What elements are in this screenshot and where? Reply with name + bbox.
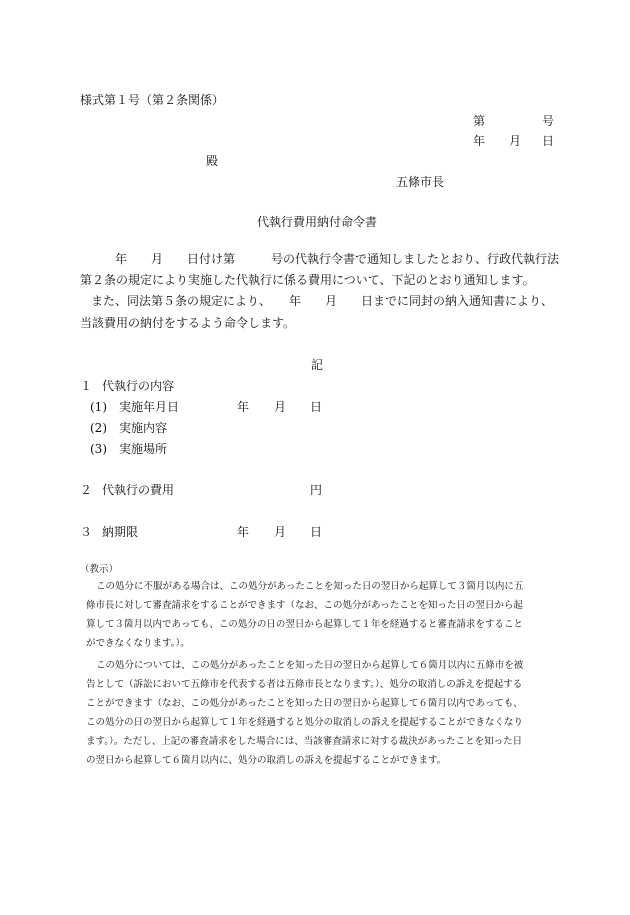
notice-heading: （教示） [80,564,119,575]
date-day: 日 [542,134,555,148]
item-3-month: 月 [274,525,287,539]
item-3-year: 年 [237,525,250,539]
item-3-day: 日 [310,525,323,539]
item-2-label: 代執行の費用 [102,483,175,497]
item-1-number: １ [80,379,93,393]
sub-item-1-month: 月 [274,400,287,414]
notice-p1-line-4: ができなくなります。）。 [86,638,190,649]
notice-p2-line-3: ことができます（なお、この処分があったことを知った日の翌日から起算して６箇月以内であっても、 [86,698,523,709]
document-title: 代執行費用納付命令書 [257,215,378,229]
addressee-suffix: 殿 [206,154,219,168]
sub-item-3-label: 実施場所 [119,442,168,456]
sub-item-2-number: (2) [90,421,107,435]
form-number: 様式第１号（第２条関係） [80,93,225,107]
notice-p1-line-3: 算して３箇月以内であっても、この処分の日の翌日から起算して１年を経過すると審査請求をすること [86,619,523,630]
sub-item-2-label: 実施内容 [119,421,168,435]
notice-p1-line-2: 條市長に対して審査請求をすることができます（なお、この処分があったことを知った日の翌日から起 [86,600,523,611]
item-3-number: ３ [80,525,93,539]
sub-item-1-label: 実施年月日 [119,400,180,414]
sub-item-3-number: (3) [90,442,107,456]
notice-p2-line-4: この処分の日の翌日から起算して１年を経過すると処分の取消しの訴えを提起することができなくなり [86,717,524,728]
sub-item-1-day: 日 [310,400,323,414]
number-suffix: 号 [542,114,555,128]
body-line-1: 年 月 日付け第 号の代執行令書で通知しましたとおり、行政代執行法 [115,252,560,266]
body-line-3: また、同法第５条の規定により、 年 月 日までに同封の納入通知書により、 [91,294,554,308]
item-2-number: ２ [80,483,93,497]
notice-p2-line-5: ます。）。ただし、上記の審査請求をした場合には、当該審査請求に対する裁決があったことを知った日 [86,736,523,747]
notice-p2-line-2: 告として（訴訟において五條市を代表する者は五條市長となります。）、処分の取消しの訴えを提起する [86,679,523,690]
date-year: 年 [473,134,486,148]
body-line-4: 当該費用の納付をするよう命令します。 [80,316,296,330]
notice-p2-line-1: この処分については、この処分があったことを知った日の翌日から起算して６箇月以内に五條市を被 [96,660,524,671]
notice-p1-line-1: この処分に不服がある場合は、この処分があったことを知った日の翌日から起算して３箇月以内に五 [96,581,524,592]
ki-marker: 記 [311,358,324,372]
number-prefix: 第 [473,114,486,128]
item-1-label: 代執行の内容 [102,379,175,393]
date-month: 月 [509,134,522,148]
sub-item-1-number: (1) [90,400,107,414]
item-2-unit: 円 [310,483,323,497]
item-3-label: 納期限 [102,525,139,539]
body-line-2: 第２条の規定により実施した代執行に係る費用について、下記のとおり通知します。 [80,273,535,287]
notice-p2-line-6: の翌日から起算して６箇月以内に、処分の取消しの訴えを提起することができます。 [86,755,447,766]
sub-item-1-year: 年 [237,400,250,414]
issuer-name: 五條市長 [396,175,445,189]
